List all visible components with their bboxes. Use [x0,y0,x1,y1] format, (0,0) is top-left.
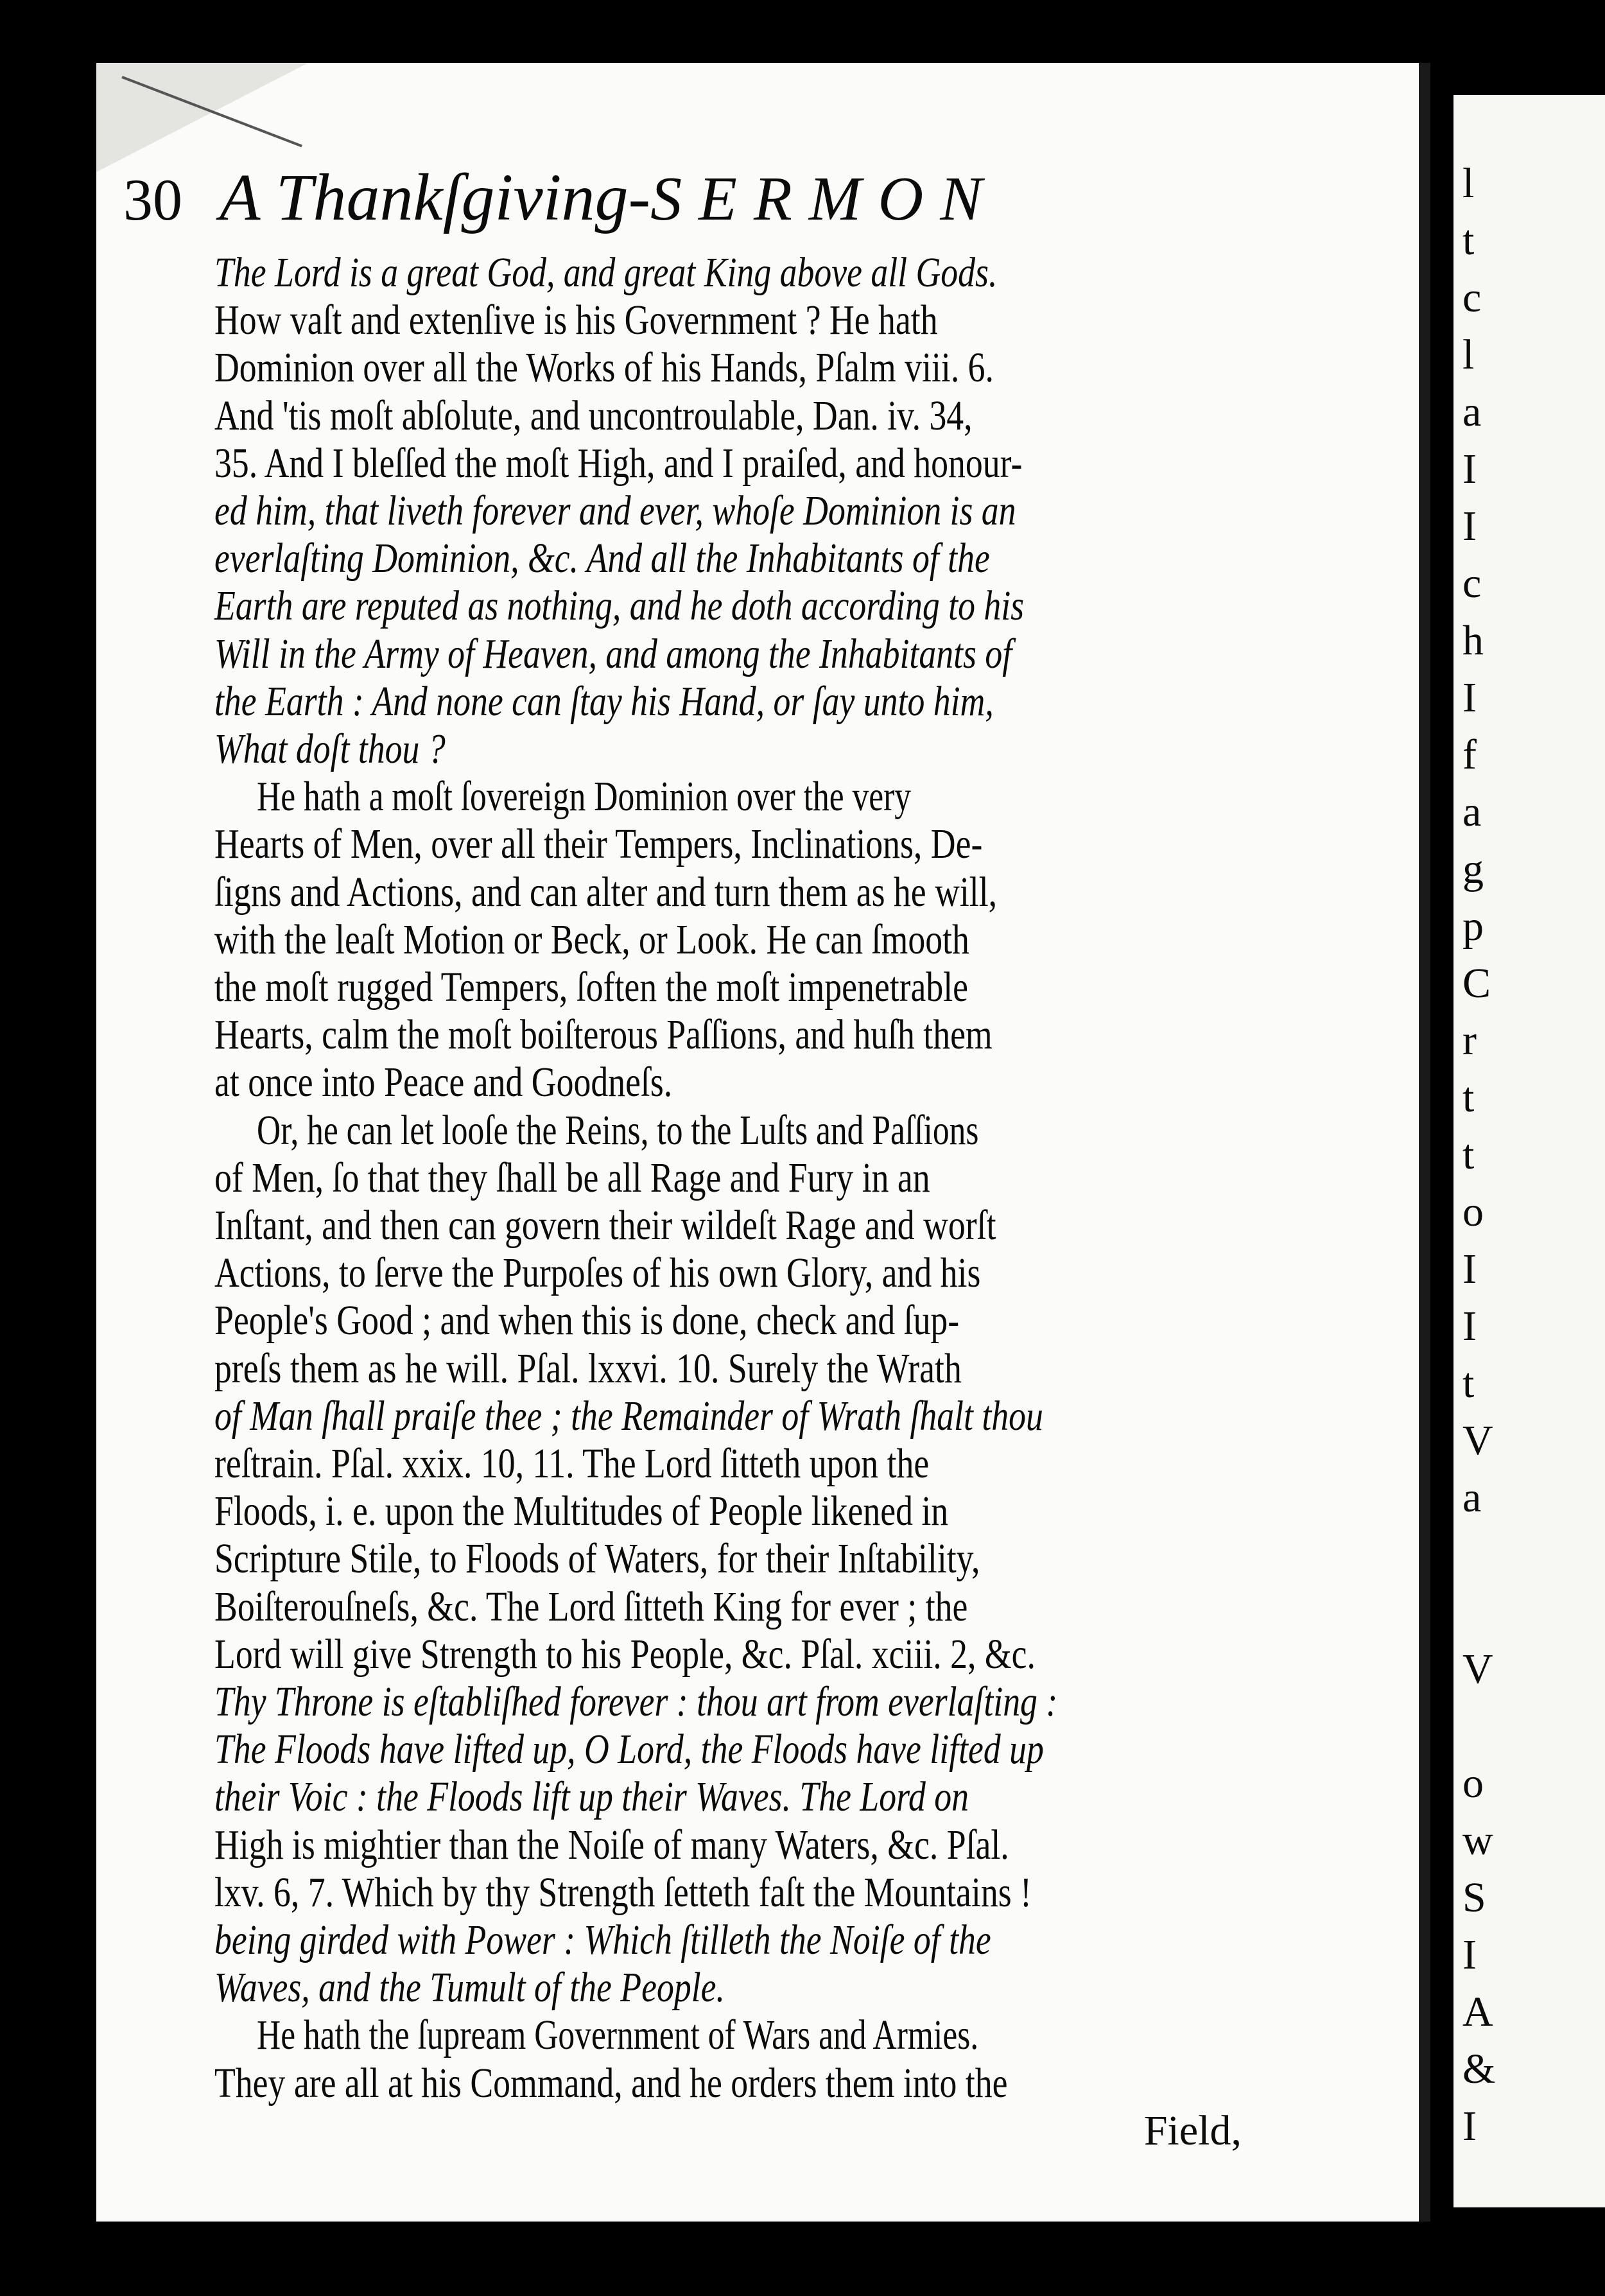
text-line: Will in the Army of Heaven, and among the Inhabitants of [214,630,1012,677]
facing-page-letter: c [1462,560,1482,607]
text-line: Hearts, calm the moſt boiſterous Paſſions, and huſh them [214,1011,993,1059]
facing-page-letter: t [1462,1131,1475,1178]
facing-page-letter: a [1462,388,1482,435]
facing-page-letter: h [1462,617,1484,664]
text-line: Waves, and the Tumult of the People. [214,1964,725,2012]
text-line: The Floods have lifted up, O Lord, the Floods have lifted up [214,1726,1044,1773]
facing-page-letter: I [1462,1246,1477,1292]
text-line: Boiſterouſneſs, &c. The Lord ſitteth King for ever ; the [214,1583,968,1630]
text-line: What doſt thou ? [214,726,446,772]
facing-page-letter: a [1462,788,1482,835]
facing-page-letter: w [1462,1817,1493,1864]
facing-page-letter: & [1462,2046,1496,2092]
facing-page-letter: c [1462,274,1482,321]
facing-page-letter: I [1462,446,1477,492]
text-line: the moſt rugged Tempers, ſoften the moſt impenetrable [214,964,969,1011]
text-line: ed him, that liveth forever and ever, whoſe Dominion is an [214,487,1016,534]
facing-page-margin [1462,103,1605,2202]
text-line: of Men, ſo that they ſhall be all Rage and Fury in an [214,1154,930,1201]
text-line: Field, [1143,2107,1242,2154]
text-line: at once into Peace and Goodneſs. [214,1059,673,1106]
text-line: Hearts of Men, over all their Tempers, Inclinations, De- [214,821,983,868]
text-line: Thy Throne is eſtabliſhed forever : thou art from everlaſting : [214,1678,1058,1725]
text-line: 35. And I bleſſed the moſt High, and I praiſed, and honour- [214,439,1023,487]
text-line: Floods, i. e. upon the Multitudes of People likened in [214,1488,949,1535]
text-line: And 'tis moſt abſolute, and uncontroulable, Dan. iv. 34, [214,392,973,439]
text-line: The Lord is a great God, and great King above all Gods. [214,249,998,296]
facing-page-letter: p [1462,903,1484,950]
facing-page-letter: l [1462,331,1475,378]
running-title: A Thankſgiving- [220,161,651,234]
facing-page-letter: S [1462,1874,1486,1921]
facing-page-letter: V [1462,1417,1493,1464]
text-line: How vaſt and extenſive is his Government ? He hath [214,297,938,344]
facing-page-letter: g [1462,846,1484,892]
text-line: People's Good ; and when this is done, check and ſup- [214,1297,960,1344]
facing-page-letter: t [1462,1074,1475,1121]
text-line: being girded with Power : Which ſtilleth the Noiſe of the [214,1917,991,1963]
facing-page-letter: I [1462,503,1477,550]
text-line: lxv. 6, 7. Which by thy Strength ſetteth faſt the Mountains ! [214,1868,1032,1916]
text-line: Earth are reputed as nothing, and he doth according to his [214,582,1025,630]
text-line: with the leaſt Motion or Beck, or Look. He can ſmooth [214,916,969,963]
facing-page-letter: I [1462,1303,1477,1350]
page-number: 30 [123,167,182,232]
text-line: Lord will give Strength to his People, &c. Pſal. xciii. 2, &c. [214,1630,1036,1678]
facing-page-letter: o [1462,1188,1484,1235]
facing-page-letter: t [1462,217,1475,264]
text-line: reſtrain. Pſal. xxix. 10, 11. The Lord ſitteth upon the [214,1440,930,1487]
text-line: the Earth : And none can ſtay his Hand, or ſay unto him, [214,677,994,725]
facing-page-letter: l [1462,160,1475,207]
text-line: their Voic : the Floods lift up their Waves. The Lord on [214,1773,969,1821]
facing-page-letter: t [1462,1360,1475,1407]
text-line: He hath a moſt ſovereign Dominion over the very [257,773,912,821]
text-line: Scripture Stile, to Floods of Waters, for their Inſtability, [214,1535,980,1583]
facing-page-letter: C [1462,960,1491,1007]
text-line: High is mightier than the Noiſe of many Waters, &c. Pſal. [214,1821,1009,1868]
facing-page-letter: I [1462,2103,1477,2150]
facing-page-letter: r [1462,1017,1477,1064]
facing-page-letter: f [1462,731,1477,778]
text-line: They are all at his Command, and he orders them into the [214,2059,1008,2107]
text-line: Actions, to ſerve the Purpoſes of his own Glory, and his [214,1249,981,1297]
facing-page-letter: A [1462,1988,1493,2035]
text-line: ſigns and Actions, and can alter and turn them as he will, [214,868,998,916]
facing-page-letter: I [1462,1931,1477,1978]
facing-page-letter: I [1462,674,1477,721]
running-title-emphasis: SERMON [650,164,999,234]
text-line: Inſtant, and then can govern their wildeſt Rage and worſt [214,1202,996,1249]
text-line: everlaſting Dominion, &c. And all the Inhabitants of the [214,535,990,582]
facing-page-letter: V [1462,1646,1493,1692]
text-line: Or, he can let looſe the Reins, to the Luſts and Paſſions [257,1106,979,1154]
facing-page-letter: o [1462,1760,1484,1807]
facing-page-letter: a [1462,1474,1482,1521]
text-line: He hath the ſupream Government of Wars and Armies. [257,2012,979,2059]
text-line: Dominion over all the Works of his Hands, Pſalm viii. 6. [214,344,994,392]
body-text [214,0,1492,2296]
text-line: of Man ſhall praiſe thee ; the Remainder of Wrath ſhalt thou [214,1392,1043,1439]
text-line: preſs them as he will. Pſal. lxxvi. 10. Surely the Wrath [214,1344,962,1392]
